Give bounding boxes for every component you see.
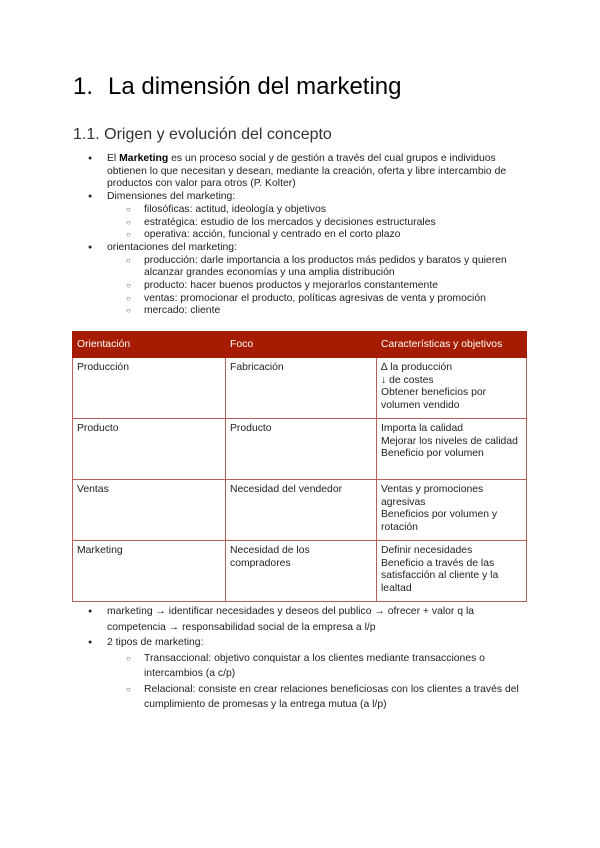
outro-bullet-list <box>73 604 533 713</box>
cell-orientacion: Marketing <box>73 541 226 602</box>
sub-list-item: ○ Transaccional: objetivo conquistar a los clientes mediante transacciones o intercambios (a c/p) <box>73 651 533 682</box>
table-header-row <box>73 332 527 358</box>
heading-number: 1. <box>73 73 94 100</box>
sub-list-item: ○ producción: darle importancia a los productos más pedidos y baratos y quieren alcanzar grandes economías y una amplia distribución <box>73 255 533 280</box>
list-item-tipos: ● 2 tipos de marketing: <box>73 635 533 651</box>
cell-orientacion: Producción <box>73 358 226 419</box>
orientation-table <box>72 331 527 602</box>
sub-list-item: ○ filosóficas: actitud, ideología y objetivos <box>73 204 533 217</box>
table-row <box>73 480 527 541</box>
cell-orientacion: Ventas <box>73 480 226 541</box>
cell-caracteristicas: ∆ la producción ↓ de costes Obtener beneficios por volumen vendido <box>377 358 527 419</box>
sub-list-item: ○ ventas: promocionar el producto, políticas agresivas de venta y promoción <box>73 293 533 306</box>
cell-caracteristicas: Importa la calidad Mejorar los niveles de calidad Beneficio por volumen <box>377 419 527 480</box>
table-row <box>73 358 527 419</box>
table-row <box>73 419 527 480</box>
cell-caracteristicas: Ventas y promociones agresivas Beneficios por volumen y rotación <box>377 480 527 541</box>
sub-list-item: ○ Relacional: consiste en crear relaciones beneficiosas con los clientes a través del cumplimiento de promesas y la entrega mutua (a l/p) <box>73 682 533 713</box>
cell-foco: Necesidad del vendedor <box>226 480 377 541</box>
column-header-foco: Foco <box>226 332 377 358</box>
sub-list-item: ○ mercado: cliente <box>73 305 533 318</box>
list-item-orientaciones: ● orientaciones del marketing: <box>73 242 533 255</box>
page-title <box>73 70 402 104</box>
table-row <box>73 541 527 602</box>
cell-orientacion: Producto <box>73 419 226 480</box>
cell-caracteristicas: Definir necesidades Beneficio a través de las satisfacción al cliente y la lealtad <box>377 541 527 602</box>
sub-list-item: ○ producto: hacer buenos productos y mejorarlos constantemente <box>73 280 533 293</box>
sub-list-item: ○ operativa: acción, funcional y centrado en el corto plazo <box>73 229 533 242</box>
section-heading: 1.1. Origen y evolución del concepto <box>73 126 332 143</box>
cell-foco: Fabricación <box>226 358 377 419</box>
cell-foco: Producto <box>226 419 377 480</box>
sub-list-item: ○ estratégica: estudio de los mercados y decisiones estructurales <box>73 217 533 230</box>
list-item-marketing-definition: ● El Marketing es un proceso social y de gestión a través del cual grupos e individuos obtienen lo que necesitan y desean, mediante la creación, oferta y libre intercambio de productos con valor para otros (P. Kolter) <box>73 153 533 191</box>
list-item-dimensiones: ● Dimensiones del marketing: <box>73 191 533 204</box>
column-header-orientacion: Orientación <box>73 332 226 358</box>
intro-bullet-list <box>73 153 533 318</box>
heading-text: La dimensión del marketing <box>108 73 402 100</box>
cell-foco: Necesidad de los compradores <box>226 541 377 602</box>
bold-term: Marketing <box>119 153 169 164</box>
list-item-marketing-flow: ● marketing → identificar necesidades y deseos del publico → ofrecer + valor q la competencia → responsabilidad social de la empresa a l/p <box>73 604 533 635</box>
column-header-caracteristicas: Características y objetivos <box>377 332 527 358</box>
